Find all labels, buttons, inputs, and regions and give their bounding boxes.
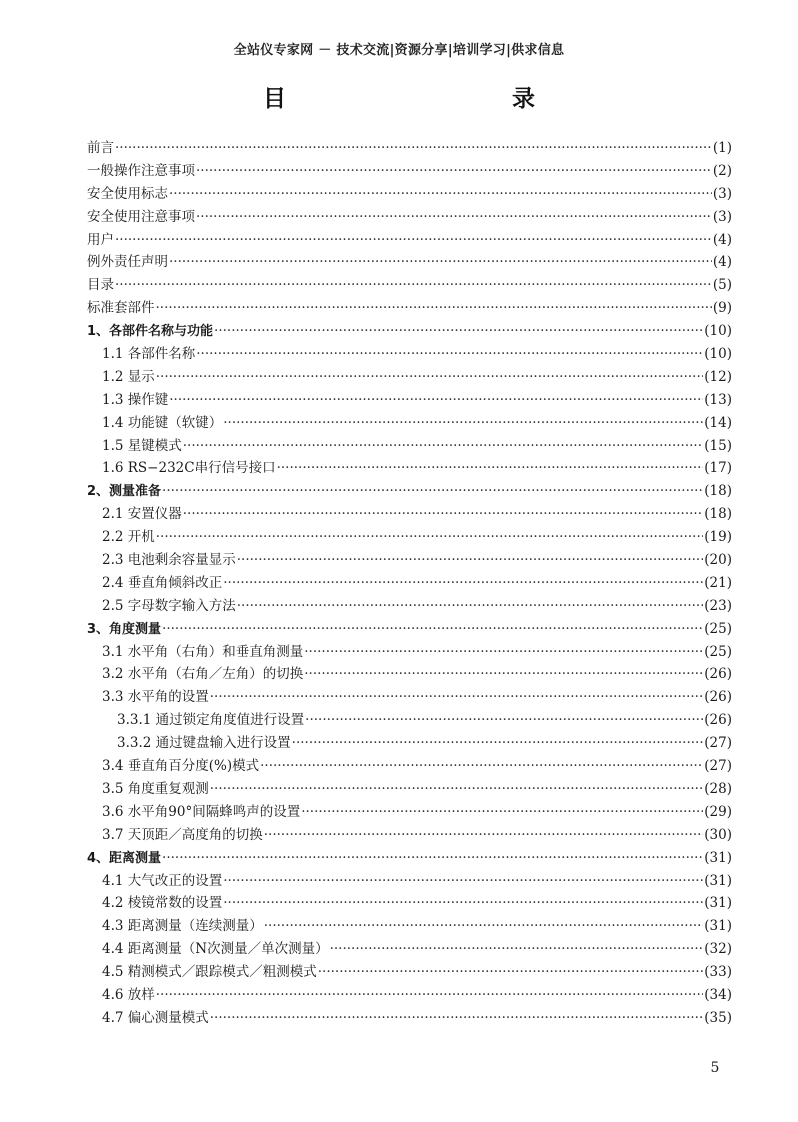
toc-entry[interactable] <box>87 297 732 320</box>
toc-entry-label: 用户 <box>87 231 114 248</box>
toc-dot-leader <box>318 961 704 984</box>
toc-entry-label: 1.6 RS−232C串行信号接口 <box>102 460 276 477</box>
toc-entry-page: (1) <box>712 140 732 156</box>
toc-dot-leader <box>237 549 704 572</box>
toc-dot-leader <box>210 1007 704 1030</box>
toc-entry-page: (30) <box>704 826 732 843</box>
toc-dot-leader <box>162 480 703 503</box>
toc-entry-page: (3) <box>712 185 732 202</box>
toc-entry-label: 3.5 角度重复观测 <box>102 780 209 797</box>
toc-entry-label: 4.6 放样 <box>102 986 155 1003</box>
toc-entry[interactable] <box>87 183 732 206</box>
toc-entry-page: (18) <box>704 506 732 523</box>
toc-entry-label: 1.2 显示 <box>102 368 155 385</box>
toc-dot-leader <box>301 801 703 824</box>
toc-dot-leader <box>162 618 703 641</box>
toc-dot-leader <box>115 137 712 160</box>
toc-entry-label: 3.1 水平角（右角）和垂直角测量 <box>102 643 304 660</box>
toc-entry-label: 1.4 功能键（软键） <box>102 414 223 431</box>
toc-entry-label: 2、测量准备 <box>87 484 162 500</box>
toc-entry[interactable] <box>87 595 732 618</box>
toc-entry-label: 一般操作注意事项 <box>87 162 195 179</box>
toc-dot-leader <box>196 206 712 229</box>
toc-dot-leader <box>183 503 704 526</box>
toc-entry-label: 4.5 精测模式／跟踪模式／粗测模式 <box>102 964 317 981</box>
toc-entry[interactable] <box>87 229 732 252</box>
toc-entry-label: 目录 <box>87 277 114 294</box>
toc-entry-page: (33) <box>704 964 732 981</box>
page-number: 5 <box>710 1060 720 1076</box>
toc-entry-label: 安全使用标志 <box>87 185 168 202</box>
toc-dot-leader <box>214 320 703 343</box>
toc-entry-page: (25) <box>704 643 732 660</box>
toc-entry-label: 2.4 垂直角倾斜改正 <box>102 574 223 591</box>
toc-entry-label: 3.3 水平角的设置 <box>102 689 209 706</box>
toc-entry[interactable] <box>87 732 732 755</box>
toc-entry[interactable] <box>87 824 732 847</box>
toc-entry-page: (10) <box>704 323 732 340</box>
toc-entry-page: (23) <box>704 597 732 614</box>
toc-dot-leader <box>210 778 704 801</box>
toc-entry[interactable] <box>87 663 732 686</box>
toc-entry-label: 3.6 水平角90°间隔蜂鸣声的设置 <box>102 803 301 820</box>
toc-entry-page: (2) <box>712 162 732 179</box>
toc-dot-leader <box>196 160 712 183</box>
toc-entry[interactable] <box>87 915 732 938</box>
toc-entry-label: 2.3 电池剩余容量显示 <box>102 552 236 569</box>
toc-entry-label: 4.3 距离测量（连续测量） <box>102 918 263 935</box>
toc-entry-label: 4、距离测量 <box>87 850 162 866</box>
toc-entry-label: 3.3.2 通过键盘输入进行设置 <box>117 735 291 752</box>
toc-entry[interactable] <box>87 641 732 664</box>
toc-dot-leader <box>169 389 703 412</box>
toc-entry-page: (19) <box>704 529 732 546</box>
toc-chapter-entry[interactable] <box>87 320 732 343</box>
toc-entry-page: (31) <box>704 872 732 889</box>
toc-dot-leader <box>156 366 704 389</box>
toc-dot-leader <box>292 732 704 755</box>
toc-entry-page: (27) <box>704 758 732 775</box>
toc-dot-leader <box>304 663 703 686</box>
toc-entry-page: (31) <box>704 849 732 866</box>
toc-entry[interactable] <box>87 778 732 801</box>
toc-entry-page: (26) <box>704 689 732 706</box>
toc-entry[interactable] <box>87 435 732 458</box>
toc-entry[interactable] <box>87 526 732 549</box>
toc-entry-label: 2.2 开机 <box>102 529 155 546</box>
toc-entry[interactable] <box>87 870 732 893</box>
toc-dot-leader <box>305 709 703 732</box>
toc-entry-page: (4) <box>712 254 732 271</box>
toc-entry-label: 1、各部件名称与功能 <box>87 324 214 340</box>
toc-entry-page: (20) <box>704 552 732 569</box>
toc-dot-leader <box>169 251 712 274</box>
toc-dot-leader <box>330 938 704 961</box>
toc-entry-page: (9) <box>712 300 732 317</box>
toc-dot-leader <box>196 343 703 366</box>
toc-entry-page: (14) <box>704 414 732 431</box>
toc-entry-page: (26) <box>704 712 732 729</box>
toc-entry-page: (28) <box>704 780 732 797</box>
toc-chapter-entry[interactable] <box>87 618 732 641</box>
toc-entry[interactable] <box>87 389 732 412</box>
toc-entry[interactable] <box>87 572 732 595</box>
toc-entry-page: (21) <box>704 574 732 591</box>
toc-entry-page: (17) <box>704 460 732 477</box>
toc-entry-label: 4.7 偏心测量模式 <box>102 1009 209 1026</box>
toc-entry-page: (5) <box>712 277 732 294</box>
toc-dot-leader <box>277 457 704 480</box>
toc-entry[interactable] <box>87 206 732 229</box>
toc-entry-label: 1.1 各部件名称 <box>102 346 196 363</box>
toc-entry[interactable] <box>87 709 732 732</box>
toc-entry-page: (12) <box>704 368 732 385</box>
toc-dot-leader <box>223 412 703 435</box>
toc-entry[interactable] <box>87 251 732 274</box>
toc-entry[interactable] <box>87 343 732 366</box>
toc-dot-leader <box>156 984 704 1007</box>
toc-entry-label: 2.5 字母数字输入方法 <box>102 597 236 614</box>
toc-dot-leader <box>169 183 712 206</box>
toc-entry[interactable] <box>87 938 732 961</box>
toc-entry-page: (32) <box>704 941 732 958</box>
toc-dot-leader <box>264 824 704 847</box>
toc-entry-label: 3.3.1 通过锁定角度值进行设置 <box>117 712 305 729</box>
site-header: 全站仪专家网 － 技术交流|资源分享|培训学习|供求信息 <box>233 43 565 58</box>
toc-dot-leader <box>260 755 703 778</box>
toc-entry-page: (29) <box>704 803 732 820</box>
toc-entry-page: (26) <box>704 666 732 683</box>
toc-entry-label: 前言 <box>87 140 114 156</box>
toc-entry-page: (13) <box>704 391 732 408</box>
toc-dot-leader <box>210 686 704 709</box>
toc-entry[interactable] <box>87 801 732 824</box>
toc-dot-leader <box>223 892 703 915</box>
toc-dot-leader <box>304 641 703 664</box>
toc-dot-leader <box>156 526 704 549</box>
toc-entry[interactable] <box>87 984 732 1007</box>
toc-entry[interactable] <box>87 686 732 709</box>
toc-chapter-entry[interactable] <box>87 480 732 503</box>
toc-entry-page: (10) <box>704 346 732 363</box>
toc-entry-label: 1.5 星键模式 <box>102 437 182 454</box>
toc-entry-label: 1.3 操作键 <box>102 391 169 408</box>
toc-dot-leader <box>223 572 703 595</box>
toc-entry-label: 3.7 天顶距／高度角的切换 <box>102 826 263 843</box>
toc-entry-page: (27) <box>704 735 732 752</box>
toc-entry-label: 4.2 棱镜常数的设置 <box>102 895 223 912</box>
toc-dot-leader <box>115 274 712 297</box>
toc-entry[interactable] <box>87 137 732 160</box>
toc-entry-page: (3) <box>712 208 732 225</box>
toc-entry-label: 安全使用注意事项 <box>87 208 195 225</box>
toc-entry-label: 4.4 距离测量（N次测量／单次测量） <box>102 941 329 958</box>
toc-entry-label: 3.4 垂直角百分度(%)模式 <box>102 758 260 775</box>
toc-entry-label: 3、角度测量 <box>87 621 162 637</box>
toc-entry-page: (25) <box>704 620 732 637</box>
toc-dot-leader <box>264 915 704 938</box>
toc-entry-label: 3.2 水平角（右角／左角）的切换 <box>102 666 304 683</box>
toc-entry-page: (31) <box>704 895 732 912</box>
toc-entry[interactable] <box>87 549 732 572</box>
toc-entry-page: (35) <box>704 1009 732 1026</box>
toc-entry[interactable] <box>87 366 732 389</box>
toc-entry-label: 4.1 大气改正的设置 <box>102 872 223 889</box>
page-title: 目 录 <box>263 86 595 112</box>
toc-entry[interactable] <box>87 457 732 480</box>
toc-entry[interactable] <box>87 160 732 183</box>
toc-chapter-entry[interactable] <box>87 847 732 870</box>
toc-entry-label: 2.1 安置仪器 <box>102 506 182 523</box>
toc-dot-leader <box>183 435 704 458</box>
toc-dot-leader <box>156 297 712 320</box>
toc-entry-page: (15) <box>704 437 732 454</box>
toc-entry[interactable] <box>87 1007 732 1030</box>
toc-entry[interactable] <box>87 503 732 526</box>
toc-entry[interactable] <box>87 755 732 778</box>
toc-entry[interactable] <box>87 412 732 435</box>
toc-entry-page: (31) <box>704 918 732 935</box>
toc-entry[interactable] <box>87 961 732 984</box>
toc-dot-leader <box>162 847 703 870</box>
toc-dot-leader <box>237 595 704 618</box>
toc-dot-leader <box>115 229 712 252</box>
toc-entry[interactable] <box>87 892 732 915</box>
toc-entry-label: 例外责任声明 <box>87 254 168 271</box>
toc-entry-page: (34) <box>704 986 732 1003</box>
table-of-contents <box>87 137 732 1030</box>
toc-entry-page: (18) <box>704 483 732 500</box>
toc-entry-page: (4) <box>712 231 732 248</box>
toc-entry[interactable] <box>87 274 732 297</box>
toc-dot-leader <box>223 870 703 893</box>
toc-entry-label: 标准套部件 <box>87 300 155 317</box>
